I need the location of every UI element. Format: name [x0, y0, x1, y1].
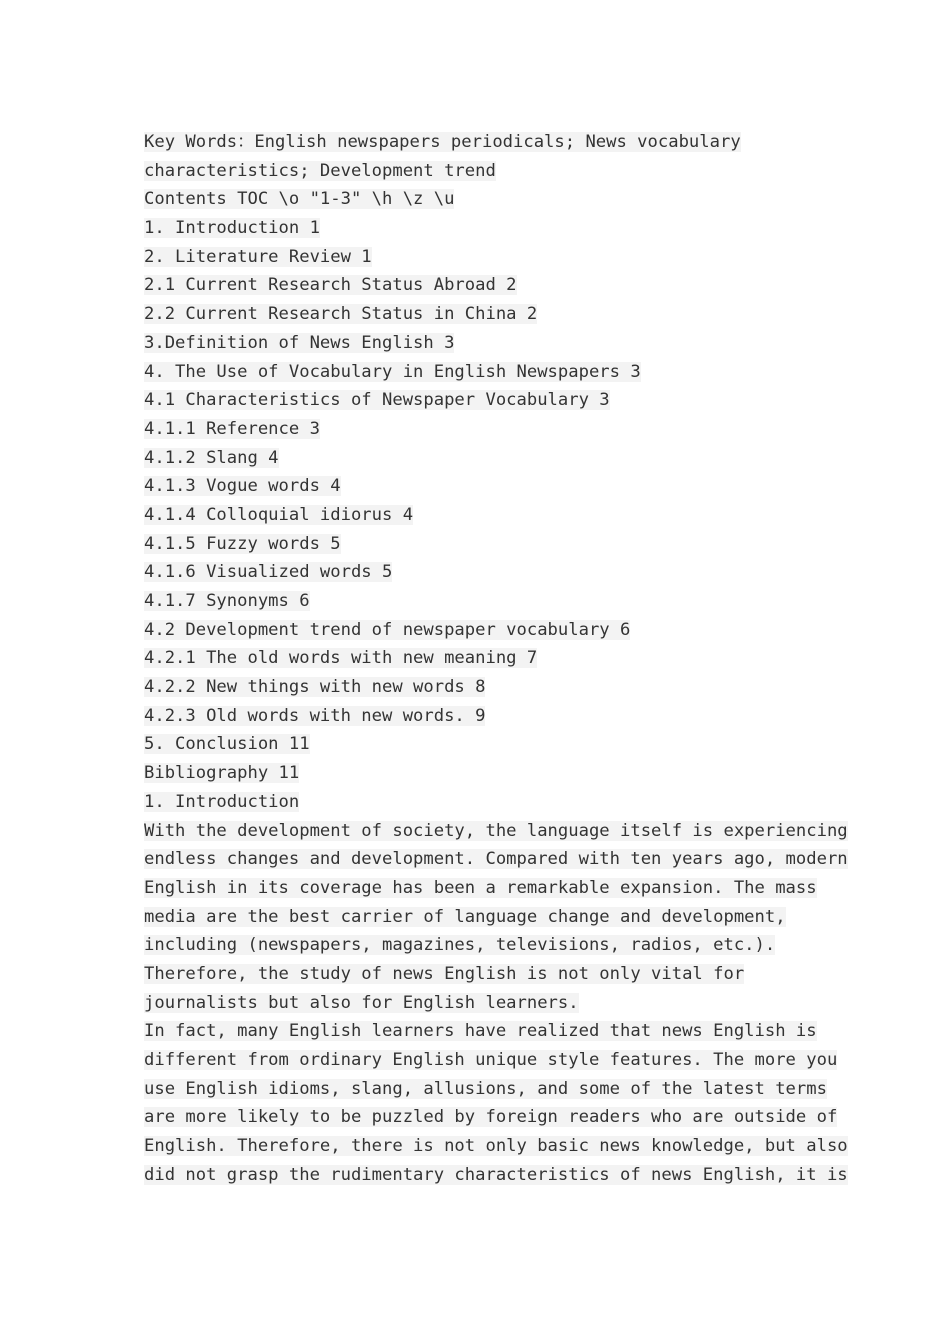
toc-entry[interactable]: [144, 730, 824, 759]
toc-entry[interactable]: [144, 386, 824, 415]
contents-heading-text: Contents TOC \o "1-3" \h \z \u: [144, 189, 455, 210]
paragraph-line: [144, 1075, 827, 1104]
toc-entry[interactable]: [144, 444, 824, 473]
paragraph-line-text: English. Therefore, there is not only basic news knowledge, but also: [144, 1136, 848, 1157]
toc-entry[interactable]: [144, 501, 824, 530]
toc-entry[interactable]: [144, 702, 824, 731]
paragraph: [144, 1017, 848, 1189]
keywords-text-2: characteristics; Development trend: [144, 160, 496, 181]
toc-entry-text: 4.1.6 Visualized words 5: [144, 562, 393, 583]
paragraph-line: [144, 1161, 848, 1190]
paragraph-line-text: including (newspapers, magazines, televisions, radios, etc.).: [144, 935, 776, 956]
paragraph-line: [144, 1046, 838, 1075]
paragraph-line-text: did not grasp the rudimentary characteristics of news English, it is: [144, 1164, 848, 1185]
paragraph-line: [144, 874, 824, 903]
keywords-line: [144, 157, 824, 186]
document-body: [144, 128, 848, 1189]
toc-entry-text: 2.1 Current Research Status Abroad 2: [144, 275, 517, 296]
toc-entry[interactable]: [144, 243, 824, 272]
toc-entry[interactable]: [144, 300, 824, 329]
toc-entry-text: 4.1.2 Slang 4: [144, 447, 279, 468]
paragraph-line: [144, 903, 824, 932]
paragraph-line-text: media are the best carrier of language change and development,: [144, 906, 786, 927]
paragraph-line-text: Therefore, the study of news English is not only vital for: [144, 963, 745, 984]
paragraph-line: [144, 960, 824, 989]
toc-entry[interactable]: [144, 415, 824, 444]
toc-entry-text: 4.2 Development trend of newspaper vocabulary 6: [144, 619, 631, 640]
paragraph-line: [144, 1017, 824, 1046]
toc-entry-text: 4.2.1 The old words with new meaning 7: [144, 648, 538, 669]
toc-entry[interactable]: [144, 358, 824, 387]
toc-entry-text: 4.2.3 Old words with new words. 9: [144, 705, 486, 726]
paragraph: [144, 817, 848, 1018]
paragraph-line-text: English in its coverage has been a remarkable expansion. The mass: [144, 877, 817, 898]
toc-entry[interactable]: [144, 329, 824, 358]
paragraph-line-text: endless changes and development. Compared with ten years ago, modern: [144, 849, 848, 870]
toc-entry-text: 2. Literature Review 1: [144, 246, 372, 267]
paragraph-line: [144, 1132, 848, 1161]
toc-entry-text: 4.2.2 New things with new words 8: [144, 677, 486, 698]
paragraph-line-text: journalists but also for English learners.: [144, 992, 579, 1013]
paragraph-line-text: use English idioms, slang, allusions, and some of the latest terms: [144, 1078, 827, 1099]
paragraph-line: [144, 989, 824, 1018]
toc-entry[interactable]: [144, 616, 824, 645]
toc-entry-text: 4.1.5 Fuzzy words 5: [144, 533, 341, 554]
paragraph-line: [144, 845, 848, 874]
paragraph-line: [144, 1103, 838, 1132]
toc-entry-text: 2.2 Current Research Status in China 2: [144, 304, 538, 325]
toc-entry-text: 4. The Use of Vocabulary in English Newspapers 3: [144, 361, 641, 382]
paragraph-line: [144, 817, 848, 846]
toc-entry[interactable]: [144, 472, 824, 501]
paragraph-line-text: are more likely to be puzzled by foreign readers who are outside of: [144, 1107, 838, 1128]
toc-entry-text: 5. Conclusion 11: [144, 734, 310, 755]
toc-entry-text: 4.1.4 Colloquial idiorus 4: [144, 504, 414, 525]
paragraph-line-text: different from ordinary English unique style features. The more you: [144, 1050, 838, 1070]
paragraph-line-text: With the development of society, the language itself is experiencing: [144, 820, 848, 841]
keywords-text-1: Key Words：English newspapers periodicals; News vocabulary: [144, 132, 741, 152]
toc-entry[interactable]: [144, 530, 824, 559]
paragraph-line: [144, 931, 824, 960]
toc-entry-text: 4.1.3 Vogue words 4: [144, 476, 341, 497]
toc-entry-text: 3.Definition of News English 3: [144, 332, 455, 353]
toc-entry[interactable]: [144, 587, 824, 616]
toc-entry-text: 4.1.7 Synonyms 6: [144, 591, 310, 611]
toc-entry[interactable]: [144, 759, 824, 788]
contents-heading: [144, 185, 824, 214]
section-heading: [144, 788, 824, 817]
toc-entry-text: 1. Introduction 1: [144, 218, 320, 239]
toc-entry[interactable]: [144, 673, 824, 702]
toc-entry-text: 4.1.1 Reference 3: [144, 418, 320, 439]
toc-entry-text: 4.1 Characteristics of Newspaper Vocabulary 3: [144, 390, 610, 411]
paragraph-line-text: In fact, many English learners have realized that news English is: [144, 1021, 817, 1042]
toc-entry[interactable]: [144, 558, 824, 587]
toc-entry-text: Bibliography 11: [144, 763, 300, 784]
toc-entry[interactable]: [144, 214, 824, 243]
introduction-heading: 1. Introduction: [144, 791, 300, 812]
toc-entry[interactable]: [144, 271, 824, 300]
keywords-line: [144, 128, 824, 157]
toc-entry[interactable]: [144, 644, 824, 673]
